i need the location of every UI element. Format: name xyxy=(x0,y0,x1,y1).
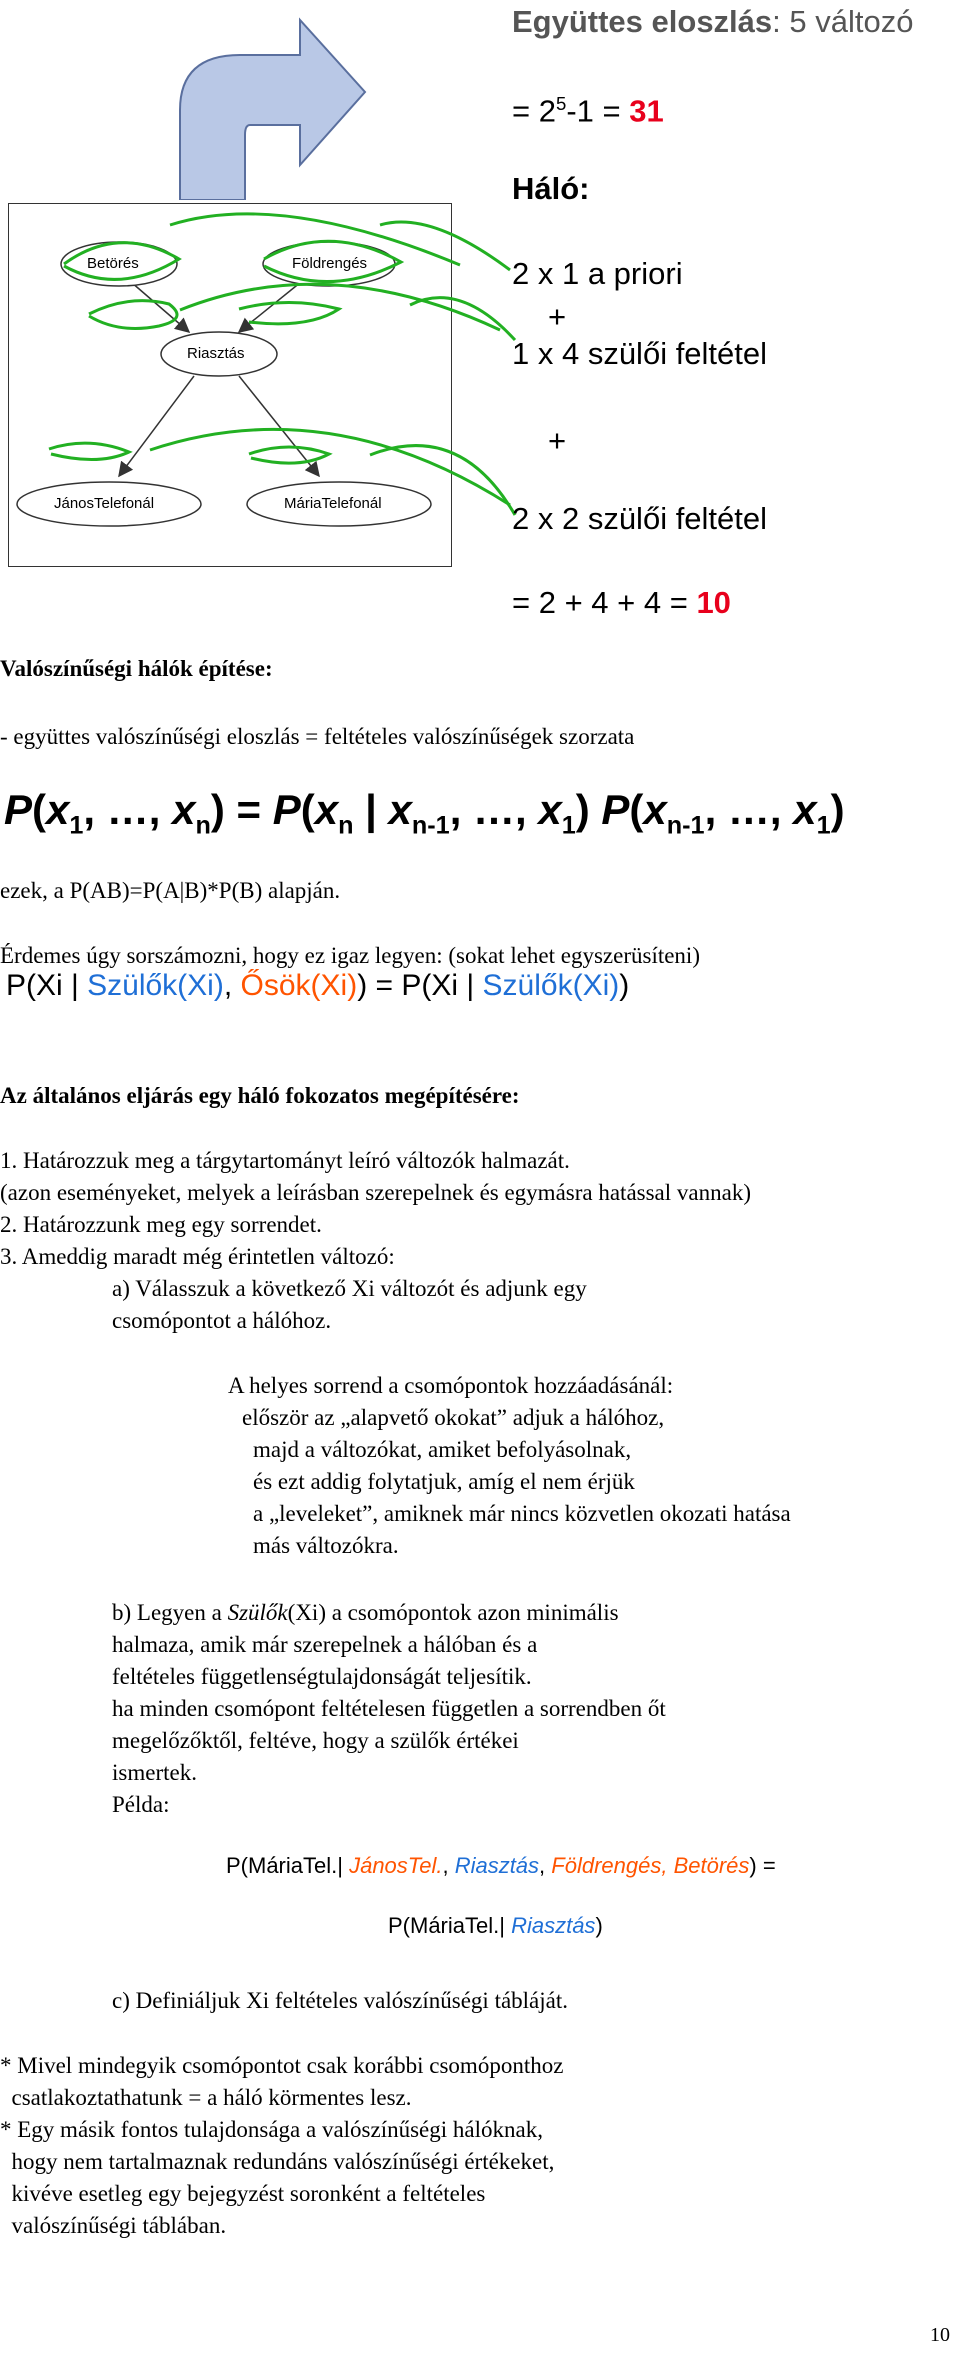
calc-prefix: = 2 xyxy=(512,93,556,129)
sum-prefix: = 2 + 4 + 4 = xyxy=(512,585,697,620)
order-line4: és ezt addig folytatjuk, amíg el nem érjük xyxy=(253,1469,635,1494)
node-label-foldrenges: Földrengés xyxy=(292,255,368,272)
order-line2: először az „alapvető okokat” adjuk a hálóhoz, xyxy=(242,1405,665,1430)
section1-line2: ezek, a P(AB)=P(A|B)*P(B) alapján. xyxy=(0,878,341,903)
f2-p1: P(Xi | xyxy=(6,969,88,1002)
b1-szulok: Szülők xyxy=(227,1600,288,1625)
note-line6: valószínűségi táblában. xyxy=(0,2213,227,2238)
ex1-d: Riasztás xyxy=(454,1853,540,1878)
calc-result: 31 xyxy=(629,93,664,129)
ex2-b: Riasztás xyxy=(511,1913,596,1938)
step2: 2. Határozzunk meg egy sorrendet. xyxy=(0,1212,322,1237)
node-label-betores: Betörés xyxy=(87,255,139,272)
connector-curves xyxy=(130,130,530,530)
step3a-line1: a) Válasszuk a következő Xi változót és adjunk egy xyxy=(112,1276,587,1301)
b1-post: (Xi) a csomópontok azon minimális xyxy=(287,1600,619,1625)
calc-exponent: 5 xyxy=(555,93,567,114)
step3b-line4: ha minden csomópont feltételesen független a sorrendben őt xyxy=(112,1696,666,1721)
step3b-line2: halmaza, amik már szerepelnek a hálóban és a xyxy=(112,1632,538,1657)
f2-comma: , xyxy=(223,969,241,1002)
step3b-line5: megelőzőktől, feltéve, hogy a szülők értékei xyxy=(112,1728,519,1753)
page-number: 10 xyxy=(930,2324,950,2346)
ex1-a: P(MáriaTel.| xyxy=(226,1853,350,1878)
title-prefix: Együttes eloszlás xyxy=(512,4,773,39)
note-line4: hogy nem tartalmaznak redundáns valószínűségi értékeket, xyxy=(0,2149,555,2174)
ex1-e: , xyxy=(539,1853,552,1878)
ex2-c: ) xyxy=(595,1913,603,1938)
section2-title: Az általános eljárás egy háló fokozatos megépítésére: xyxy=(0,1083,520,1108)
example-formula-line2 xyxy=(388,1912,603,1940)
order-line5: a „leveleket”, amiknek már nincs közvetlen okozati hatása xyxy=(253,1501,791,1526)
step3: 3. Ameddig maradt még érintetlen változó: xyxy=(0,1244,395,1269)
note-line1: * Mivel mindegyik csomópontot csak korábbi csomóponthoz xyxy=(0,2053,564,2078)
order-line1: A helyes sorrend a csomópontok hozzáadásánál: xyxy=(228,1373,674,1398)
step3b-line1 xyxy=(112,1597,619,1628)
order-line3: majd a változókat, amiket befolyásolnak, xyxy=(253,1437,632,1462)
ex1-b: JánosTel. xyxy=(349,1853,443,1878)
note-line2: csatlakoztathatunk = a háló körmentes lesz. xyxy=(0,2085,412,2110)
section1-line3: Érdemes úgy sorszámozni, hogy ez igaz legyen: (sokat lehet egyszerüsíteni) xyxy=(0,943,700,968)
calc-line xyxy=(512,85,664,130)
example-label: Példa: xyxy=(112,1792,170,1817)
order-line6: más változókra. xyxy=(253,1533,399,1558)
step1b: (azon eseményeket, melyek a leírásban szerepelnek és egymásra hatással vannak) xyxy=(0,1180,751,1205)
title-suffix: : 5 változó xyxy=(772,4,914,39)
step3a-line2: csomópontot a hálóhoz. xyxy=(112,1308,332,1333)
example-formula-line1 xyxy=(226,1852,776,1880)
ex1-c: , xyxy=(442,1853,455,1878)
plus-2: + xyxy=(548,423,567,458)
node-label-maria: MáriaTelefonál xyxy=(284,495,382,512)
note-line3: * Egy másik fontos tulajdonsága a valószínűségi hálóknak, xyxy=(0,2117,543,2142)
plus-1: + xyxy=(548,299,567,334)
four-parent-line: 1 x 4 szülői feltétel xyxy=(512,336,768,371)
ex2-a: P(MáriaTel.| xyxy=(388,1913,512,1938)
ex1-g: ) = xyxy=(749,1853,776,1878)
f2-osok: Ősök(Xi) xyxy=(240,969,358,1002)
f2-szulok2: Szülők(Xi) xyxy=(482,969,620,1002)
two-parent-line: 2 x 2 szülői feltétel xyxy=(512,501,768,536)
f2-end: ) xyxy=(619,969,630,1002)
step3b-line6: ismertek. xyxy=(112,1760,197,1785)
f2-mid: ) = P(Xi | xyxy=(357,969,483,1002)
node-label-riasztas: Riasztás xyxy=(187,345,245,362)
f2-szulok1: Szülők(Xi) xyxy=(87,969,224,1002)
joint-distribution-title xyxy=(512,3,913,41)
sum-result: 10 xyxy=(696,585,731,620)
b1-pre: b) Legyen a xyxy=(112,1600,228,1625)
calc-rest: -1 = xyxy=(566,93,630,129)
halo-label: Háló: xyxy=(512,171,590,206)
ex1-f: Földrengés, Betörés xyxy=(551,1853,750,1878)
step1: 1. Határozzuk meg a tárgytartományt leíró változók halmazát. xyxy=(0,1148,570,1173)
apriori-line: 2 x 1 a priori xyxy=(512,256,683,291)
parents-formula xyxy=(6,968,629,1004)
chain-rule-formula: $P(x_1$, …, $x_n) = P(x_n$ | $x_{n-1}$, …, $x_1$) $P(x_{n-1}$, …, $x_1$) xyxy=(4,786,845,840)
step3c: c) Definiáljuk Xi feltételes valószínűségi tábláját. xyxy=(112,1988,569,2013)
section1-title: Valószínűségi hálók építése: xyxy=(0,656,273,681)
node-label-janos: JánosTelefonál xyxy=(54,495,155,512)
step3b-line3: feltételes függetlenségtulajdonságát teljesítik. xyxy=(112,1664,532,1689)
sum-line xyxy=(512,584,731,622)
note-line5: kivéve esetleg egy bejegyzést soronként a feltételes xyxy=(0,2181,486,2206)
section1-line1: - együttes valószínűségi eloszlás = feltételes valószínűségek szorzata xyxy=(0,724,635,749)
